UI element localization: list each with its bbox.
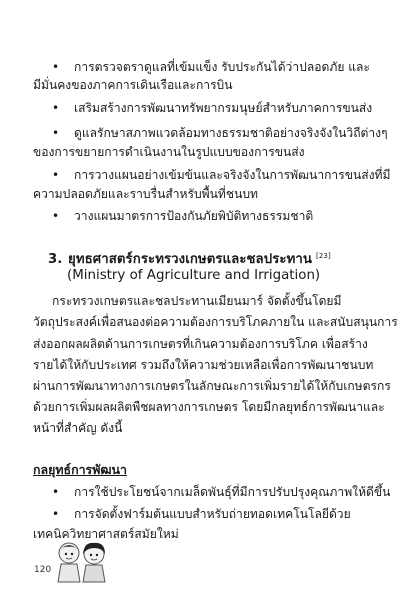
- bullet-dot: •: [52, 101, 60, 115]
- bullet-text: การจัดตั้งฟาร์มต้นแบบสำหรับถ่ายทอดเทคโนโลยีด้วย: [74, 507, 351, 521]
- bullet-continuation: ของการขยายการดำเนินงานในรูปแบบของการขนส่ง: [33, 145, 305, 159]
- bullet-text: ดูแลรักษาสภาพแวดล้อมทางธรรมชาติอย่างจริงจังในวิถีต่างๆ: [74, 126, 388, 140]
- paragraph-line: รายได้ให้กับประเทศ รวมถึงให้ความช่วยเหลือเพื่อการพัฒนาชนบท: [33, 358, 374, 372]
- paragraph-line: วัตถุประสงค์เพื่อสนองต่อความต้องการบริโภคภายใน และสนับสนุนการ: [33, 315, 398, 329]
- bullet-continuation: เทคนิควิทยาศาสตร์สมัยใหม่: [33, 527, 179, 541]
- bullet-item: [52, 125, 388, 142]
- section-title-th: ยุทธศาสตร์กระทรวงเกษตรและชลประทาน: [68, 252, 312, 267]
- two-cartoon-children-icon: [52, 540, 112, 584]
- reference-marker: [23]: [316, 251, 331, 260]
- page-number: 120: [34, 565, 52, 575]
- bullet-dot: •: [52, 485, 60, 499]
- bullet-dot: •: [52, 60, 60, 74]
- bullet-dot: •: [52, 168, 60, 182]
- section-number: 3.: [48, 252, 63, 267]
- bullet-item: [52, 484, 390, 501]
- paragraph-line: ด้วยการเพิ่มผลผลิตพืชผลทางการเกษตร โดยมีกลยุทธ์การพัฒนาและ: [33, 400, 385, 414]
- bullet-item: [52, 167, 391, 184]
- bullet-dot: •: [52, 507, 60, 521]
- paragraph-line: ส่งออกผลผลิตด้านการเกษตรที่เกินความต้องการบริโภค เพื่อสร้าง: [33, 337, 368, 351]
- bullet-item: [52, 100, 372, 117]
- bullet-item: [52, 208, 313, 225]
- bullet-continuation: มีมั่นคงของภาคการเดินเรือและการบิน: [33, 78, 233, 92]
- section-title-en: (Ministry of Agriculture and Irrigation): [67, 268, 321, 283]
- paragraph-line: หน้าที่สำคัญ ดังนี้: [33, 421, 123, 435]
- strategy-heading: กลยุทธ์การพัฒนา: [33, 462, 127, 477]
- bullet-item: [52, 59, 370, 76]
- bullet-dot: •: [52, 209, 60, 223]
- bullet-item: [52, 506, 351, 523]
- paragraph-line: ผ่านการพัฒนาทางการเกษตรในลักษณะการเพิ่มรายได้ให้กับเกษตรกร: [33, 379, 391, 393]
- bullet-text: การใช้ประโยชน์จากเมล็ดพันธุ์ที่มีการปรับปรุงคุณภาพให้ดีขึ้น: [74, 485, 391, 499]
- bullet-text: การวางแผนอย่างเข้มข้นและจริงจังในการพัฒนาการขนส่งที่มี: [74, 168, 391, 182]
- bullet-text: วางแผนมาตรการป้องกันภัยพิบัติทางธรรมชาติ: [74, 209, 314, 223]
- bullet-text: เสริมสร้างการพัฒนาทรัพยากรมนุษย์สำหรับภาคการขนส่ง: [74, 101, 373, 115]
- bullet-dot: •: [52, 126, 60, 140]
- bullet-continuation: ความปลอดภัยและราบรื่นสำหรับพื้นที่ชนบท: [33, 187, 258, 201]
- paragraph-line: กระทรวงเกษตรและชลประทานเมียนมาร์ จัดตั้งขึ้นโดยมี: [52, 294, 342, 308]
- bullet-text: การตรวจตราดูแลที่เข้มแข็ง รับประกันได้ว่าปลอดภัย และ: [74, 60, 370, 74]
- section-heading: [48, 248, 331, 269]
